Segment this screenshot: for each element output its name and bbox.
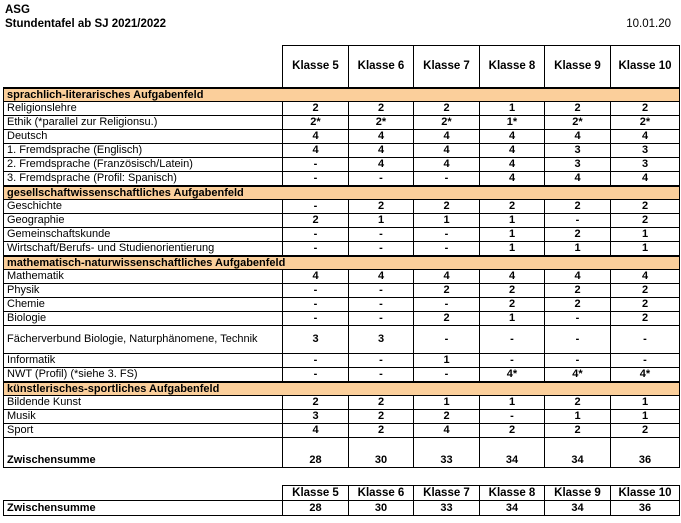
subject-row: [4, 284, 680, 298]
zwischensumme-value: 28: [283, 438, 349, 468]
hours-cell: 1: [480, 312, 545, 326]
hours-cell: 2: [480, 284, 545, 298]
hours-cell: -: [611, 354, 680, 368]
hours-cell: 4: [283, 130, 349, 144]
hours-cell: 4: [349, 144, 414, 158]
column-header: Klasse 6: [349, 46, 414, 88]
hours-cell: 4: [545, 270, 611, 284]
hours-cell: -: [349, 284, 414, 298]
document-date: 10.01.20: [626, 18, 671, 30]
subject-name: Musik: [4, 410, 283, 424]
hours-cell: -: [283, 312, 349, 326]
hours-cell: -: [349, 228, 414, 242]
subject-row: [4, 410, 680, 424]
hours-cell: 2: [349, 102, 414, 116]
hours-cell: 4: [283, 144, 349, 158]
hours-cell: -: [349, 172, 414, 186]
hours-cell: 4: [480, 130, 545, 144]
summary-table-label: Zwischensumme: [4, 501, 283, 516]
hours-cell: -: [283, 158, 349, 172]
hours-cell: 2: [611, 424, 680, 438]
hours-cell: 2: [611, 312, 680, 326]
subject-row: [4, 298, 680, 312]
school-name: ASG: [5, 4, 30, 16]
hours-cell: -: [414, 368, 480, 382]
hours-cell: -: [414, 326, 480, 354]
hours-cell: 2: [611, 284, 680, 298]
hours-cell: -: [283, 284, 349, 298]
hours-cell: -: [480, 354, 545, 368]
subject-name: Informatik: [4, 354, 283, 368]
subject-name: NWT (Profil) (*siehe 3. FS): [4, 368, 283, 382]
section-title: sprachlich-literarisches Aufgabenfeld: [4, 88, 680, 102]
hours-cell: 4: [414, 270, 480, 284]
hours-cell: 1: [414, 354, 480, 368]
hours-cell: 1: [611, 242, 680, 256]
hours-cell: 4: [414, 130, 480, 144]
hours-cell: 2: [283, 396, 349, 410]
hours-cell: 2: [414, 410, 480, 424]
hours-cell: 3: [283, 326, 349, 354]
hours-cell: 2*: [349, 116, 414, 130]
zwischensumme-value: 33: [414, 438, 480, 468]
hours-cell: 1: [480, 396, 545, 410]
hours-cell: -: [414, 228, 480, 242]
column-header: Klasse 7: [414, 46, 480, 88]
hours-cell: 4: [283, 270, 349, 284]
hours-cell: 4: [414, 424, 480, 438]
hours-cell: 2: [545, 424, 611, 438]
zwischensumme-value: 34: [545, 438, 611, 468]
hours-cell: -: [545, 354, 611, 368]
subject-name: Physik: [4, 284, 283, 298]
hours-cell: 1: [545, 410, 611, 424]
subject-row: [4, 200, 680, 214]
hours-cell: 4: [349, 270, 414, 284]
header-corner: [4, 46, 283, 88]
subject-row: [4, 102, 680, 116]
summary-col-klasse-6: Klasse 6: [349, 486, 414, 501]
hours-cell: 4: [611, 130, 680, 144]
subject-name: Biologie: [4, 312, 283, 326]
summary-value-klasse-9: 34: [545, 501, 611, 516]
hours-cell: -: [545, 312, 611, 326]
subject-name: Religionslehre: [4, 102, 283, 116]
summary-table-header-row: [4, 486, 680, 501]
subject-row: [4, 228, 680, 242]
hours-cell: 1: [480, 214, 545, 228]
column-header: Klasse 5: [283, 46, 349, 88]
subject-name: Wirtschaft/Berufs- und Studienorientierung: [4, 242, 283, 256]
hours-cell: -: [283, 368, 349, 382]
hours-cell: -: [414, 298, 480, 312]
hours-cell: 4: [611, 172, 680, 186]
subject-row: [4, 242, 680, 256]
hours-cell: 4: [349, 130, 414, 144]
hours-cell: 4: [545, 172, 611, 186]
subject-name: Chemie: [4, 298, 283, 312]
subject-row: [4, 172, 680, 186]
subject-row: [4, 270, 680, 284]
column-header: Klasse 8: [480, 46, 545, 88]
subject-name: Bildende Kunst: [4, 396, 283, 410]
hours-cell: 4: [480, 158, 545, 172]
column-header: Klasse 9: [545, 46, 611, 88]
hours-cell: 4*: [480, 368, 545, 382]
summary-col-klasse-8: Klasse 8: [480, 486, 545, 501]
hours-cell: 2: [414, 102, 480, 116]
hours-cell: 4: [480, 172, 545, 186]
hours-cell: 1: [480, 242, 545, 256]
hours-cell: 2: [349, 200, 414, 214]
hours-cell: -: [283, 354, 349, 368]
hours-cell: 4*: [611, 368, 680, 382]
summary-col-klasse-10: Klasse 10: [611, 486, 680, 501]
hours-cell: -: [283, 242, 349, 256]
hours-cell: 3: [545, 144, 611, 158]
section-header-row: [4, 186, 680, 200]
summary-col-klasse-7: Klasse 7: [414, 486, 480, 501]
hours-cell: -: [611, 326, 680, 354]
hours-cell: 4: [414, 158, 480, 172]
hours-cell: 2: [545, 102, 611, 116]
summary-value-klasse-6: 30: [349, 501, 414, 516]
subject-name: Mathematik: [4, 270, 283, 284]
subject-row: [4, 116, 680, 130]
zwischensumme-value: 30: [349, 438, 414, 468]
hours-cell: 3: [611, 158, 680, 172]
summary-value-klasse-5: 28: [283, 501, 349, 516]
section-header-row: [4, 382, 680, 396]
hours-cell: 4: [480, 270, 545, 284]
hours-cell: 4*: [545, 368, 611, 382]
summary-col-klasse-5: Klasse 5: [283, 486, 349, 501]
subject-name: 3. Fremdsprache (Profil: Spanisch): [4, 172, 283, 186]
hours-cell: 2: [480, 200, 545, 214]
subject-row: [4, 144, 680, 158]
hours-cell: 1: [611, 396, 680, 410]
hours-cell: -: [545, 326, 611, 354]
hours-cell: 2: [611, 102, 680, 116]
hours-cell: 2*: [611, 116, 680, 130]
hours-cell: 2: [480, 298, 545, 312]
hours-cell: 3: [349, 326, 414, 354]
hours-cell: 1: [611, 228, 680, 242]
hours-cell: -: [480, 326, 545, 354]
subject-row: [4, 368, 680, 382]
subject-row: [4, 354, 680, 368]
hours-cell: 1: [545, 242, 611, 256]
hours-cell: 2: [611, 200, 680, 214]
hours-cell: 3: [545, 158, 611, 172]
subject-row: [4, 130, 680, 144]
hours-cell: 2*: [414, 116, 480, 130]
zwischensumme-label: Zwischensumme: [4, 438, 283, 468]
hours-cell: 2*: [545, 116, 611, 130]
hours-cell: 2: [283, 214, 349, 228]
hours-cell: -: [283, 200, 349, 214]
hours-cell: 2: [545, 228, 611, 242]
subject-name: Ethik (*parallel zur Religionsu.): [4, 116, 283, 130]
hours-cell: 2: [545, 396, 611, 410]
hours-cell: 1: [349, 214, 414, 228]
hours-cell: 2: [611, 214, 680, 228]
hours-cell: 2: [545, 284, 611, 298]
document-title: Stundentafel ab SJ 2021/2022: [5, 18, 167, 30]
hours-cell: 2: [349, 396, 414, 410]
hours-cell: 2: [480, 424, 545, 438]
column-header: Klasse 10: [611, 46, 680, 88]
hours-cell: 1: [480, 102, 545, 116]
subject-row: [4, 312, 680, 326]
hours-cell: 2: [545, 298, 611, 312]
subject-row: [4, 158, 680, 172]
hours-cell: 4: [480, 144, 545, 158]
hours-cell: -: [349, 354, 414, 368]
subject-name: Geographie: [4, 214, 283, 228]
hours-cell: 2: [414, 312, 480, 326]
subject-name: Geschichte: [4, 200, 283, 214]
stundentafel-table: [3, 45, 680, 468]
hours-cell: 1: [414, 214, 480, 228]
subject-name: Sport: [4, 424, 283, 438]
subject-name: Fächerverbund Biologie, Naturphänomene, Technik: [4, 326, 283, 354]
summary-table-row: [4, 501, 680, 516]
section-header-row: [4, 256, 680, 270]
hours-cell: 1: [414, 396, 480, 410]
zwischensumme-value: 34: [480, 438, 545, 468]
hours-cell: -: [480, 410, 545, 424]
summary-value-klasse-10: 36: [611, 501, 680, 516]
hours-cell: 2: [414, 284, 480, 298]
section-title: gesellschaftwissenschaftliches Aufgabenfeld: [4, 186, 680, 200]
hours-cell: -: [283, 298, 349, 312]
hours-cell: -: [349, 312, 414, 326]
hours-cell: -: [349, 368, 414, 382]
section-title: mathematisch-naturwissenschaftliches Aufgabenfeld: [4, 256, 680, 270]
hours-cell: 2: [349, 424, 414, 438]
hours-cell: 2: [414, 200, 480, 214]
subject-name: Deutsch: [4, 130, 283, 144]
subject-name: Gemeinschaftskunde: [4, 228, 283, 242]
hours-cell: 2: [283, 102, 349, 116]
subject-name: 1. Fremdsprache (Englisch): [4, 144, 283, 158]
hours-cell: 4: [611, 270, 680, 284]
hours-cell: 2: [349, 410, 414, 424]
hours-cell: 4: [283, 424, 349, 438]
hours-cell: -: [545, 214, 611, 228]
hours-cell: 2: [611, 298, 680, 312]
hours-cell: -: [283, 228, 349, 242]
hours-cell: 2: [545, 200, 611, 214]
subject-row: [4, 396, 680, 410]
subject-row: [4, 424, 680, 438]
hours-cell: 1*: [480, 116, 545, 130]
subject-name: 2. Fremdsprache (Französisch/Latein): [4, 158, 283, 172]
zwischensumme-value: 36: [611, 438, 680, 468]
column-header-row: [4, 46, 680, 88]
hours-cell: -: [414, 172, 480, 186]
hours-cell: 3: [283, 410, 349, 424]
hours-cell: -: [414, 242, 480, 256]
hours-cell: 3: [611, 144, 680, 158]
summary-table-corner: [4, 486, 283, 501]
hours-cell: -: [349, 242, 414, 256]
subject-row: [4, 214, 680, 228]
hours-cell: 4: [414, 144, 480, 158]
summary-col-klasse-9: Klasse 9: [545, 486, 611, 501]
summary-table: [3, 485, 680, 516]
hours-cell: 1: [611, 410, 680, 424]
hours-cell: -: [283, 172, 349, 186]
zwischensumme-row: [4, 438, 680, 468]
summary-value-klasse-7: 33: [414, 501, 480, 516]
hours-cell: 4: [349, 158, 414, 172]
hours-cell: 4: [545, 130, 611, 144]
section-title: künstlerisches-sportliches Aufgabenfeld: [4, 382, 680, 396]
hours-cell: 1: [480, 228, 545, 242]
subject-row: [4, 326, 680, 354]
section-header-row: [4, 88, 680, 102]
hours-cell: -: [349, 298, 414, 312]
summary-value-klasse-8: 34: [480, 501, 545, 516]
hours-cell: 2*: [283, 116, 349, 130]
